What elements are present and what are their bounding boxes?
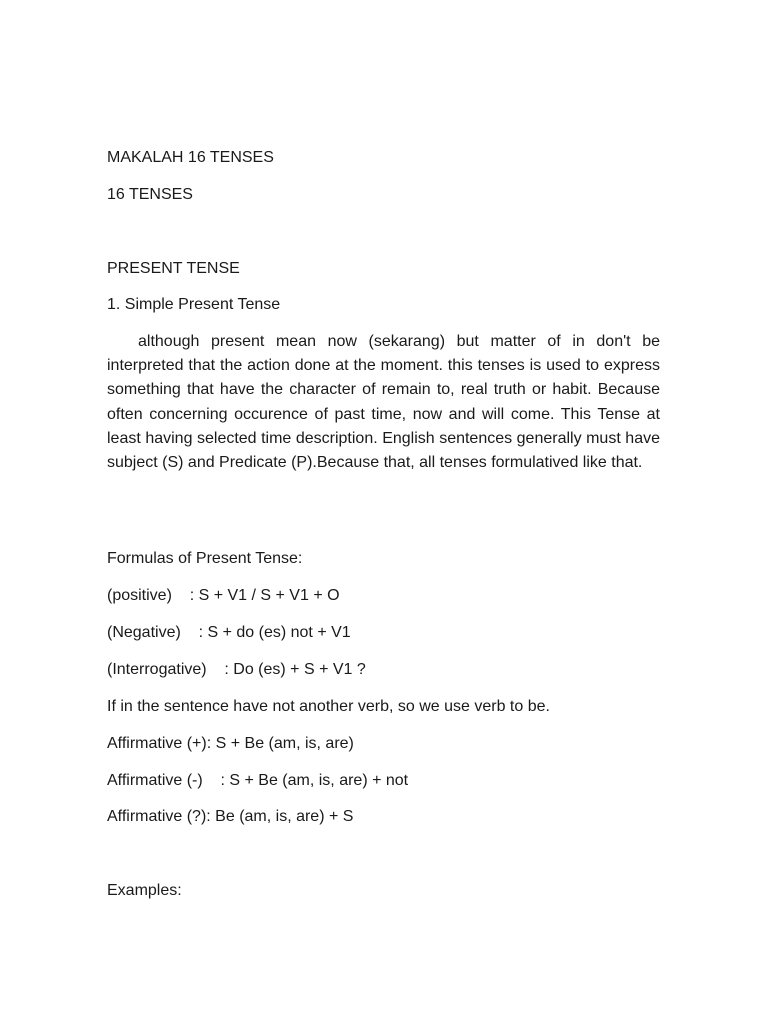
formula-interrogative: (Interrogative) : Do (es) + S + V1 ?: [107, 661, 366, 678]
affirmative-positive: Affirmative (+): S + Be (am, is, are): [107, 735, 354, 752]
affirmative-negative: Affirmative (-) : S + Be (am, is, are) + not: [107, 772, 409, 789]
body-paragraph: although present mean now (sekarang) but matter of in don't be interpreted that the action done at the moment. this tenses is used to express something that have the character of remain to, real truth or habit. Because often concerning occurence of past time, now and will come. This Tense at least having selected time description. English sentences generally must have subject (S) and Predicate (P).Because that, all tenses formulatived like that.: [107, 333, 660, 472]
section-heading: PRESENT TENSE: [107, 260, 240, 277]
examples-heading: Examples:: [107, 882, 182, 899]
formula-positive: (positive) : S + V1 / S + V1 + O: [107, 587, 340, 604]
subsection-heading: 1. Simple Present Tense: [107, 296, 281, 313]
formula-negative: (Negative) : S + do (es) not + V1: [107, 624, 351, 641]
affirmative-question: Affirmative (?): Be (am, is, are) + S: [107, 808, 354, 825]
formulas-heading: Formulas of Present Tense:: [107, 550, 303, 567]
document-title: MAKALAH 16 TENSES: [107, 149, 274, 166]
verb-to-be-note: If in the sentence have not another verb, so we use verb to be.: [107, 698, 550, 715]
document-subtitle: 16 TENSES: [107, 186, 193, 203]
